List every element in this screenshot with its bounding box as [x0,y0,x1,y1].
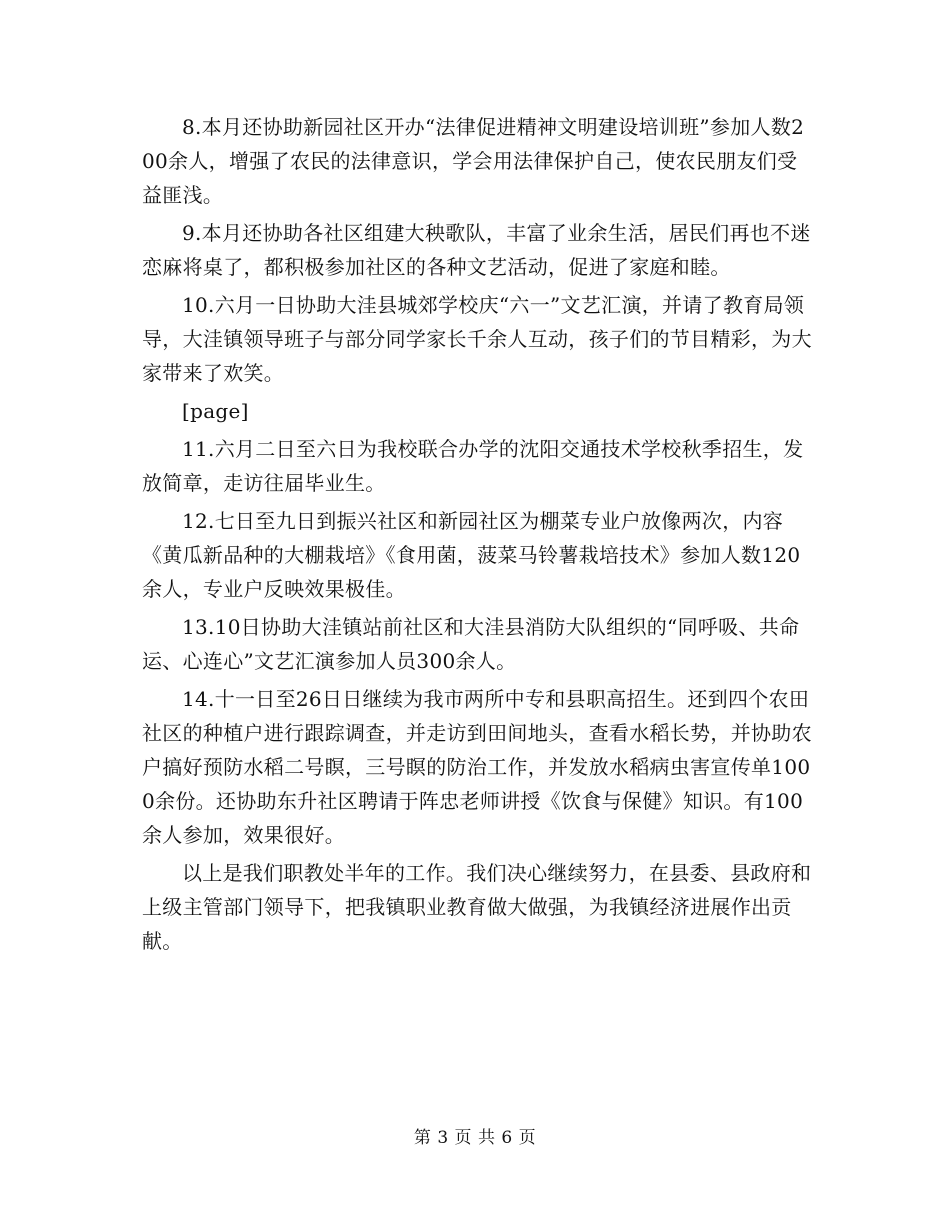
closing-paragraph: 以上是我们职教处半年的工作。我们决心继续努力，在县委、县政府和上级主管部门领导下，把我镇职业教育做大做强，为我镇经济进展作出贡献。 [142,861,812,953]
paragraph-item-10: 10.六月一日协助大洼县城郊学校庆“六一”文艺汇演，并请了教育局领导，大洼镇领导班子与部分同学家长千余人互动，孩子们的节目精彩，为大家带来了欢笑。 [142,293,812,385]
paragraph-item-8: 8.本月还协助新园社区开办“法律促进精神文明建设培训班”参加人数200余人，增强了农民的法律意识，学会用法律保护自己，使农民朋友们受益匪浅。 [142,115,805,207]
page-marker: [page] [182,399,249,423]
paragraph-item-12: 12.七日至九日到振兴社区和新园社区为棚菜专业户放像两次，内容《黄瓜新品种的大棚栽培》《食用菌，菠菜马铃薯栽培技术》参加人数120余人，专业户反映效果极佳。 [142,509,801,601]
document-body [142,110,812,962]
paragraph-item-11: 11.六月二日至六日为我校联合办学的沈阳交通技术学校秋季招生，发放简章，走访往届毕业生。 [142,437,804,495]
paragraph-item-14: 14.十一日至26日日继续为我市两所中专和县职高招生。还到四个农田社区的种植户进行跟踪调查，并走访到田间地头，查看水稻长势，并协助农户搞好预防水稻二号瞑，三号瞑的防治工作，并发放水稻病虫害宣传单1000余份。还协助东升社区聘请于阵忠老师讲授《饮食与保健》知识。有100余人参加，效果很好。 [142,687,812,847]
paragraph-item-9: 9.本月还协助各社区组建大秧歌队，丰富了业余生活，居民们再也不迷恋麻将桌了，都积极参加社区的各种文艺活动，促进了家庭和睦。 [142,221,811,279]
page-number-footer: 第 3 页 共 6 页 [413,1128,537,1148]
paragraph-item-13: 13.10日协助大洼镇站前社区和大洼县消防大队组织的“同呼吸、共命运、心连心”文艺汇演参加人员300余人。 [142,615,800,673]
